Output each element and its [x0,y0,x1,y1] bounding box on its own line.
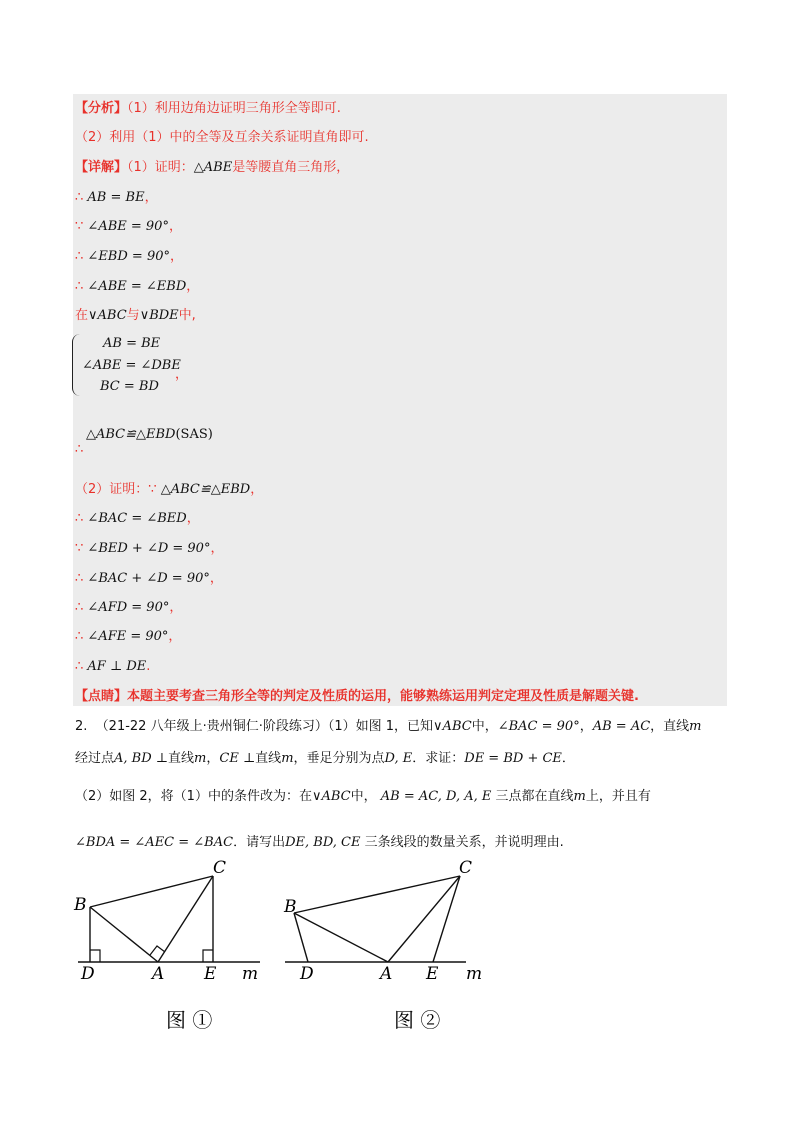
problem-text: 直线 [168,751,195,766]
segment-bc [294,876,460,913]
system-eq-2: ∠ABE = ∠DBE [82,358,181,373]
step-line [75,599,182,617]
segment-bd [294,913,308,962]
system-punct: ， [175,367,189,382]
part2-intro-line [75,481,263,499]
therefore-symbol: ∴ [75,511,84,526]
step-line [75,218,182,236]
label-d: D [300,964,314,984]
in-text: 在 [75,308,89,323]
step-formula: ∠EBD = 90° [87,249,170,264]
problem-text: ，直线 [650,719,690,734]
system-eq-1: AB = BE [103,336,161,351]
problem-text: （2）如图 2，将（1）中的条件改为：在 [75,789,312,804]
problem-line-2 [75,750,575,768]
problem-text: ，垂足分别为点 [293,751,385,766]
figure-1-caption: 图 ① [166,1008,213,1032]
therefore-symbol: ∴ [75,249,84,264]
step-formula: ∠AFD = 90° [87,600,170,615]
step-punct: ， [186,279,200,294]
because-symbol: ∵ [148,482,157,497]
segment-ba [294,913,388,962]
system-eq-3: BC = BD [100,379,159,394]
because-symbol: ∵ [75,219,84,234]
step-line [75,510,200,528]
figure-2-caption: 图 ② [394,1008,441,1032]
therefore-symbol: ∴ [75,442,84,457]
step-punct: ， [168,629,182,644]
analysis-text-1: （1）利用边角边证明三角形全等即可. [127,101,341,116]
step-punct: ， [169,600,183,615]
problem-number: 2. [75,719,88,734]
analysis-line-1 [75,100,341,118]
problem-line-1 [75,718,702,736]
figure-1 [60,855,290,1045]
segment-ce [433,876,460,962]
step-punct: ， [168,219,182,234]
analysis-text-2: （2）利用（1）中的全等及互余关系证明直角即可. [75,130,369,145]
step-line [75,278,199,296]
step-formula: AB = BE [87,190,145,205]
step-line [75,540,223,558]
comment-line [75,688,639,706]
problem-math: ∠BAC = 90° [497,719,580,734]
step-punct: ， [144,190,158,205]
problem-text: （1）如图 1，已知 [327,719,434,734]
problem-math: AB = AC [592,719,651,734]
problem-text: 经过点 [75,751,115,766]
label-e: E [426,964,439,984]
problem-math: m [689,719,702,734]
therefore-symbol: ∴ [75,629,84,644]
and-text: 与 [126,308,140,323]
detail-tag: 【详解】 [75,160,128,175]
problem-line-4 [75,834,564,852]
label-a: A [380,964,393,984]
problem-source: （21-22 八年级上·贵州铜仁·阶段练习） [95,719,328,734]
step-formula: ∠BAC = ∠BED [87,511,187,526]
label-c: C [459,858,473,878]
problem-text: 中， [350,789,377,804]
problem-text: 三点都在直线 [495,789,574,804]
problem-math: A, BD ⊥ [114,751,169,766]
comment-tag: 【点睛】 [75,689,128,704]
right-angle-mark-d [90,950,100,962]
step-line [75,248,183,266]
step-punct: ， [250,482,264,497]
step-line [75,189,158,207]
analysis-tag: 【分析】 [75,101,128,116]
therefore-symbol: ∴ [75,190,84,205]
label-b: B [284,897,297,917]
therefore-symbol: ∴ [75,659,84,674]
step-line [75,570,223,588]
analysis-line-2 [75,129,369,147]
step-punct: ， [209,571,223,586]
label-m: m [242,964,259,984]
detail-intro-end: 是等腰直角三角形， [232,160,350,175]
problem-math: AB = AC, D, A, E [380,789,492,804]
step-punct: ， [186,511,200,526]
in-end-text: 中, [178,308,196,323]
therefore-symbol: ∴ [75,571,84,586]
problem-math: ∨ABC [311,789,351,804]
in-triangles-line [75,307,196,325]
label-m: m [466,964,483,984]
part2-congruence: △ABC≌△EBD [160,482,251,497]
problem-text: 三条线段的数量关系，并说明理由. [364,835,564,850]
congruence-statement [86,426,213,444]
therefore-symbol: ∴ [75,600,84,615]
step-punct: ， [169,249,183,264]
right-angle-mark-e [203,950,213,962]
problem-line-3 [75,788,651,806]
figure-2 [280,855,510,1045]
problem-math: DE, BD, CE [285,835,361,850]
step-formula: ∠ABE = 90° [87,219,169,234]
problem-text: ．求证： [412,751,465,766]
problem-text: ， [206,751,220,766]
problem-text: ．请写出 [233,835,286,850]
triangle-abc: ∨ABC [88,308,127,323]
step-formula: ∠ABE = ∠EBD [87,279,187,294]
step-formula: AF ⊥ DE [87,659,147,674]
congruence-reason: (SAS) [175,427,213,442]
step-punct: . [146,659,151,674]
comment-text: 本题主要考查三角形全等的判定及性质的运用，能够熟练运用判定定理及性质是解题关键. [127,689,639,704]
step-line [75,658,150,676]
problem-text: ， [579,719,593,734]
step-formula: ∠BED + ∠D = 90° [87,541,211,556]
segment-bc [90,876,213,907]
label-c: C [213,858,227,878]
congruence-formula: △ABC≌△EBD [86,427,176,442]
problem-text: 上，并且有 [585,789,651,804]
segment-ca [158,876,213,962]
segment-ca [388,876,460,962]
problem-math: m [194,751,207,766]
problem-text: 直线 [255,751,282,766]
label-e: E [204,964,217,984]
part2-intro: （2）证明： [75,482,149,497]
problem-math: CE ⊥ [219,751,256,766]
problem-math: DE = BD + CE [464,751,562,766]
because-symbol: ∵ [75,541,84,556]
problem-math: m [573,789,586,804]
problem-math: m [281,751,294,766]
triangle-bde: ∨BDE [139,308,179,323]
detail-intro: （1）证明： [127,160,194,175]
problem-math: ∠BDA = ∠AEC = ∠BAC [75,835,234,850]
problem-text: 中， [471,719,498,734]
label-b: B [74,895,87,915]
step-formula: ∠AFE = 90° [87,629,169,644]
label-d: D [81,964,95,984]
problem-math: D, E [384,751,413,766]
equation-system-brace [72,334,81,396]
step-formula: ∠BAC + ∠D = 90° [87,571,210,586]
step-punct: ， [210,541,224,556]
detail-intro-line [75,159,349,177]
problem-math: ∨ABC [433,719,472,734]
label-a: A [152,964,165,984]
problem-text: ． [561,751,575,766]
therefore-symbol: ∴ [75,279,84,294]
step-line [75,628,181,646]
detail-triangle: △ABE [193,160,233,175]
